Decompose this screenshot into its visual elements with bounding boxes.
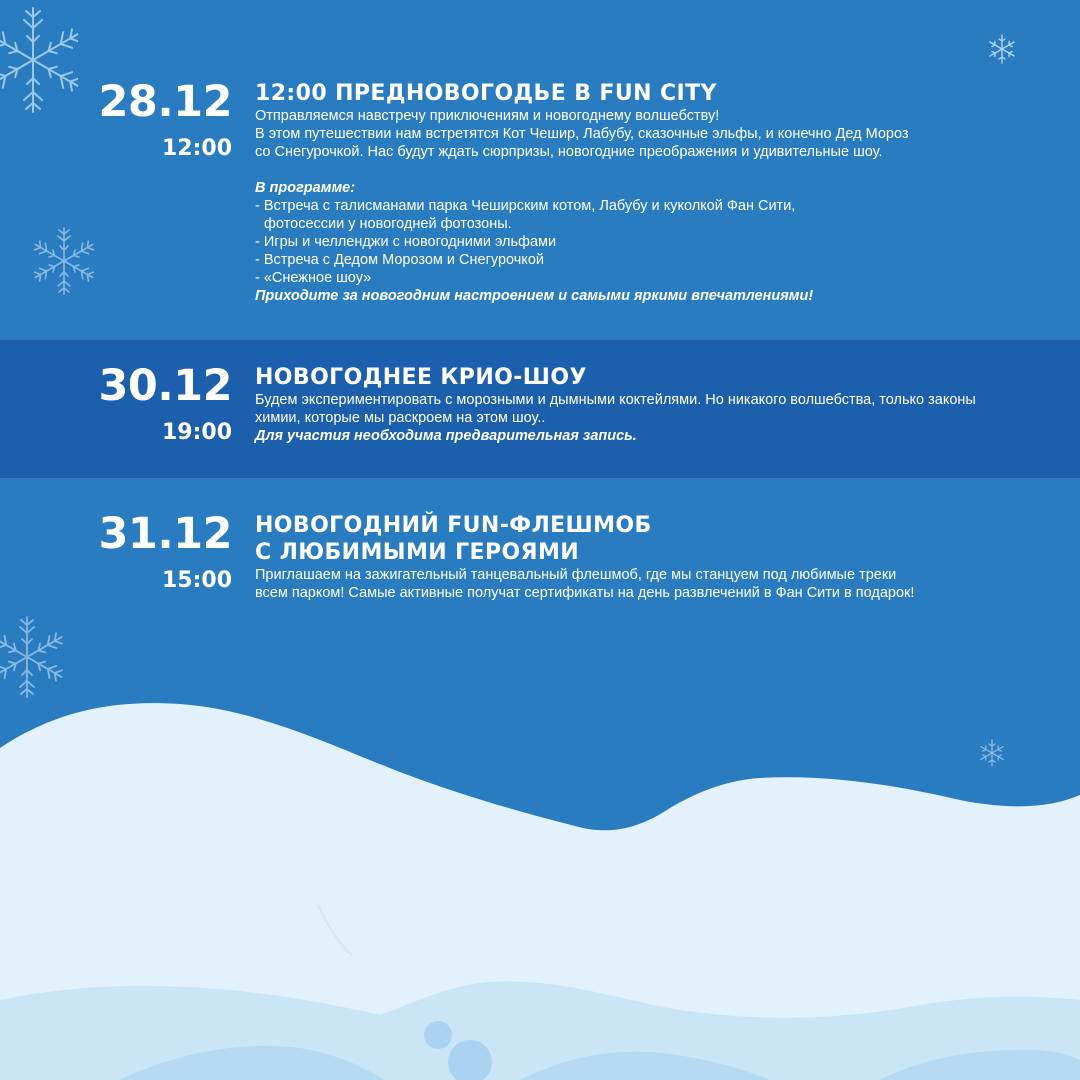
event-content: [255, 364, 1055, 445]
event-title: 12:00 ПРЕДНОВОГОДЬЕ В FUN CITY: [255, 81, 717, 106]
snowflake-icon: [28, 225, 100, 297]
event-time: 12:00: [161, 136, 232, 161]
event-description: [255, 107, 1055, 305]
event-date: 28.12: [98, 77, 232, 127]
event-title: НОВОГОДНЕЕ КРИО-ШОУ: [255, 365, 587, 390]
program-item: фотосессии у новогодней фотозоны.: [264, 216, 512, 232]
event-date: 30.12: [98, 361, 232, 411]
closing-line: Приходите за новогодним настроением и самыми яркими впечатлениями!: [255, 288, 814, 304]
spacer: [255, 161, 1055, 179]
program-item: - Встреча с талисманами парка Чеширским котом, Лабубу и куколкой Фан Сити,: [255, 198, 796, 214]
snowflake-icon: [977, 738, 1007, 768]
event-date: 31.12: [98, 509, 232, 559]
program-item: - «Снежное шоу»: [255, 270, 372, 286]
event-description: [255, 391, 1055, 445]
event-time: 19:00: [161, 420, 232, 445]
description-line: химии, которые мы раскроем на этом шоу..: [255, 410, 546, 426]
program-item: - Игры и челленджи с новогодними эльфами: [255, 234, 557, 250]
event-time: 15:00: [161, 568, 232, 593]
description-line: со Снегурочкой. Нас будут ждать сюрпризы, новогодние преображения и удивительные шоу.: [255, 144, 883, 160]
description-line: Приглашаем на зажигательный танцевальный флешмоб, где мы станцуем под любимые треки: [255, 567, 897, 583]
snowflake-icon: [0, 2, 78, 118]
snowflake-icon: [0, 612, 70, 702]
snowflake-icon: [986, 33, 1018, 65]
event-content: [255, 80, 1055, 305]
event-title: НОВОГОДНИЙ FUN-ФЛЕШМОБ: [255, 513, 652, 538]
description-line: В этом путешествии нам встретятся Кот Чешир, Лабубу, сказочные эльфы, и конечно Дед Мороз: [255, 126, 909, 142]
description-line: Будем экспериментировать с морозными и дымными коктейлями. Но никакого волшебства, только законы: [255, 392, 976, 408]
event-title: С ЛЮБИМЫМИ ГЕРОЯМИ: [255, 540, 580, 565]
event-description: [255, 566, 1055, 602]
program-item: - Встреча с Дедом Морозом и Снегурочкой: [255, 252, 544, 268]
description-line: Отправляемся навстречу приключениям и новогоднему волшебству!: [255, 108, 720, 124]
closing-line: Для участия необходима предварительная запись.: [255, 428, 637, 444]
program-heading: В программе:: [255, 180, 356, 196]
event-content: [255, 512, 1055, 602]
description-line: всем парком! Самые активные получат сертификаты на день развлечений в Фан Сити в подарок!: [255, 585, 915, 601]
